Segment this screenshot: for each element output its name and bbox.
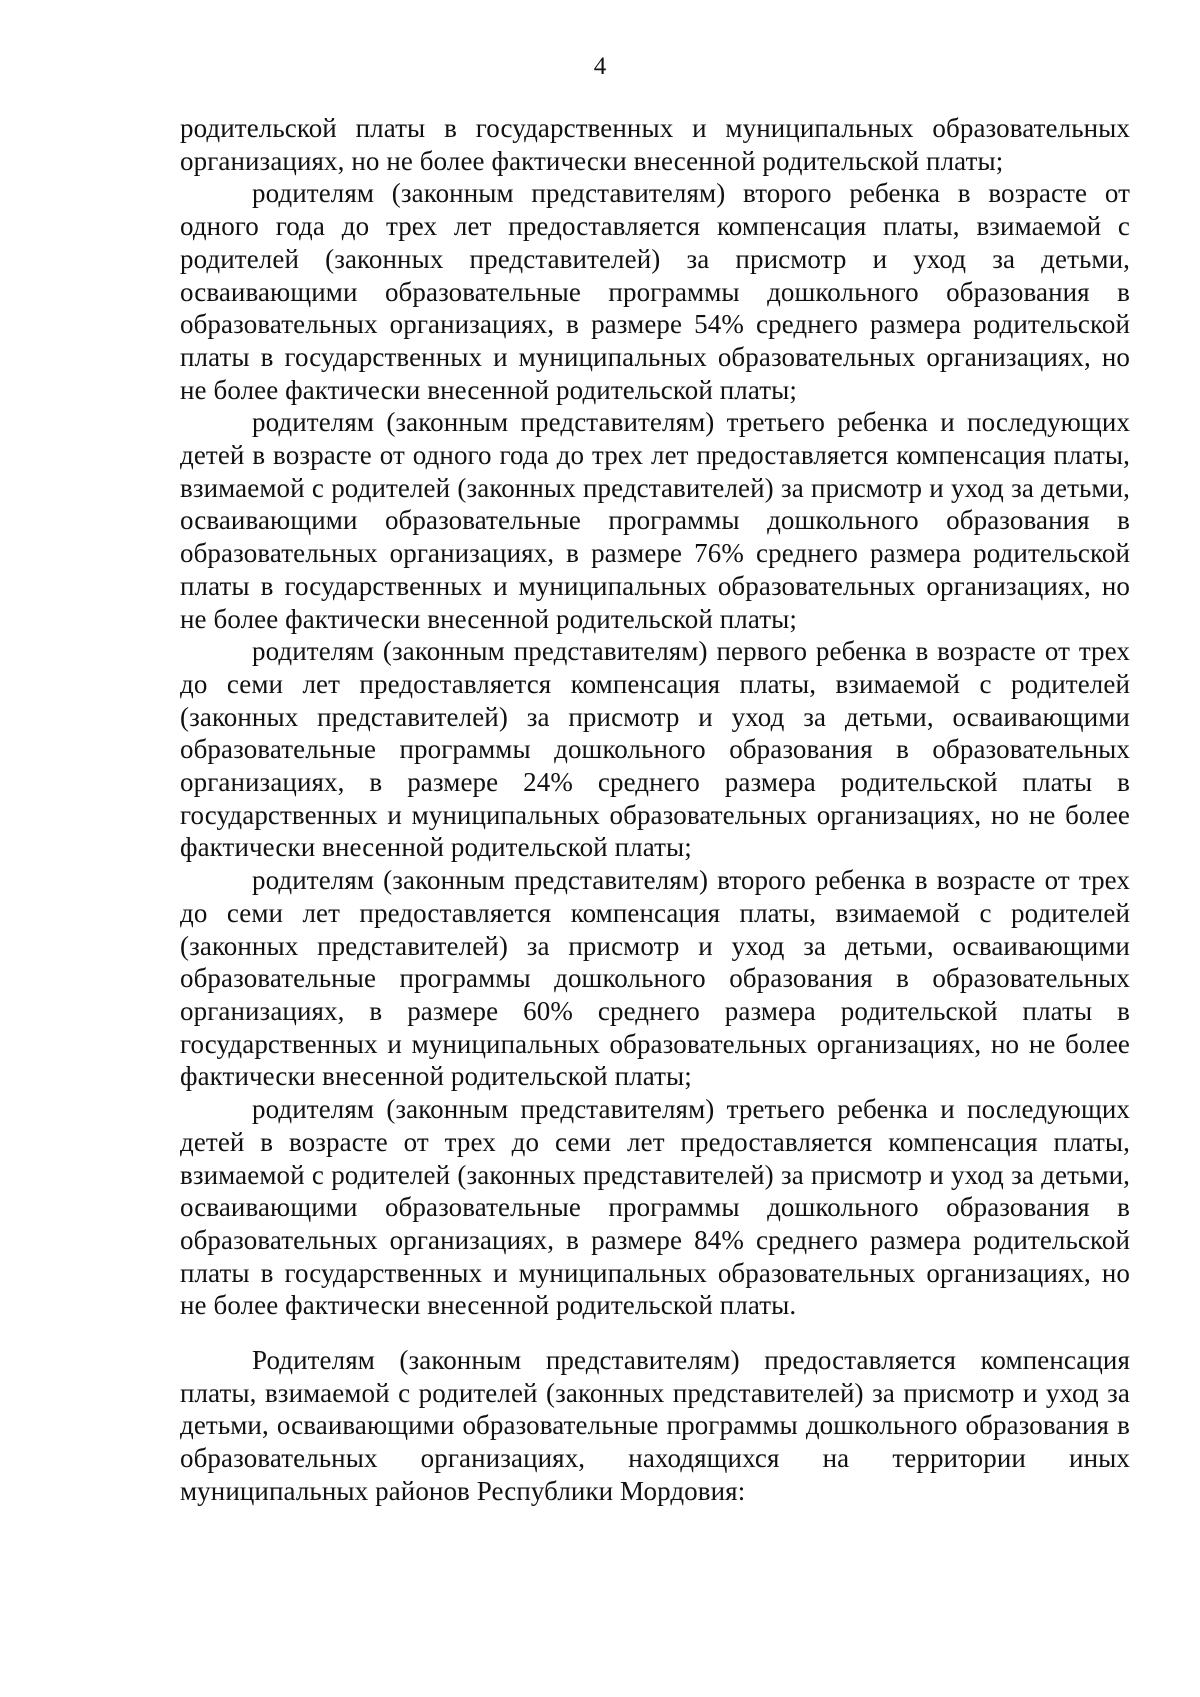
page-number: 4 [593, 53, 607, 80]
paragraph-second-child-3-7: родителям (законным представителям) второго ребенка в возрасте от трех до семи лет предоставляется компенсация платы, взимаемой с родителей (законных представителей) за присмотр и уход за детьми, осваивающими образовательные программы дошкольного образования в образовательных организациях, в размере 60% среднего размера родительской платы в государственных и муниципальных образовательных организациях, но не более фактически внесенной родительской платы; [180, 865, 1130, 1092]
document-body [180, 112, 1130, 1508]
paragraph-continuation: родительской платы в государственных и муниципальных образовательных организациях, но не более фактически внесенной родительской платы; [180, 113, 1130, 176]
paragraph-third-child-1-3: родителям (законным представителям) третьего ребенка и последующих детей в возрасте от одного года до трех лет предоставляется компенсация платы, взимаемой с родителей (законных представителей) за присмотр и уход за детьми, осваивающими образовательные программы дошкольного образования в образовательных организациях, в размере 76% среднего размера родительской платы в государственных и муниципальных образовательных организациях, но не более фактически внесенной родительской платы; [180, 407, 1130, 634]
paragraph-other-municipalities: Родителям (законным представителям) предоставляется компенсация платы, взимаемой с родителей (законных представителей) за присмотр и уход за детьми, осваивающими образовательные программы дошкольного образования в образовательных организациях, находящихся на территории иных муниципальных районов Республики Мордовия: [180, 1345, 1130, 1506]
paragraph-second-child-1-3: родителям (законным представителям) второго ребенка в возрасте от одного года до трех лет предоставляется компенсация платы, взимаемой с родителей (законных представителей) за присмотр и уход за детьми, осваивающими образовательные программы дошкольного образования в образовательных организациях, в размере 54% среднего размера родительской платы в государственных и муниципальных образовательных организациях, но не более фактически внесенной родительской платы; [180, 178, 1130, 405]
paragraph-first-child-3-7: родителям (законным представителям) первого ребенка в возрасте от трех до семи лет предоставляется компенсация платы, взимаемой с родителей (законных представителей) за присмотр и уход за детьми, осваивающими образовательные программы дошкольного образования в образовательных организациях, в размере 24% среднего размера родительской платы в государственных и муниципальных образовательных организациях, но не более фактически внесенной родительской платы; [180, 636, 1130, 863]
paragraph-third-child-3-7: родителям (законным представителям) третьего ребенка и последующих детей в возрасте от трех до семи лет предоставляется компенсация платы, взимаемой с родителей (законных представителей) за присмотр и уход за детьми, осваивающими образовательные программы дошкольного образования в образовательных организациях, в размере 84% среднего размера родительской платы в государственных и муниципальных образовательных организациях, но не более фактически внесенной родительской платы. [180, 1094, 1130, 1321]
